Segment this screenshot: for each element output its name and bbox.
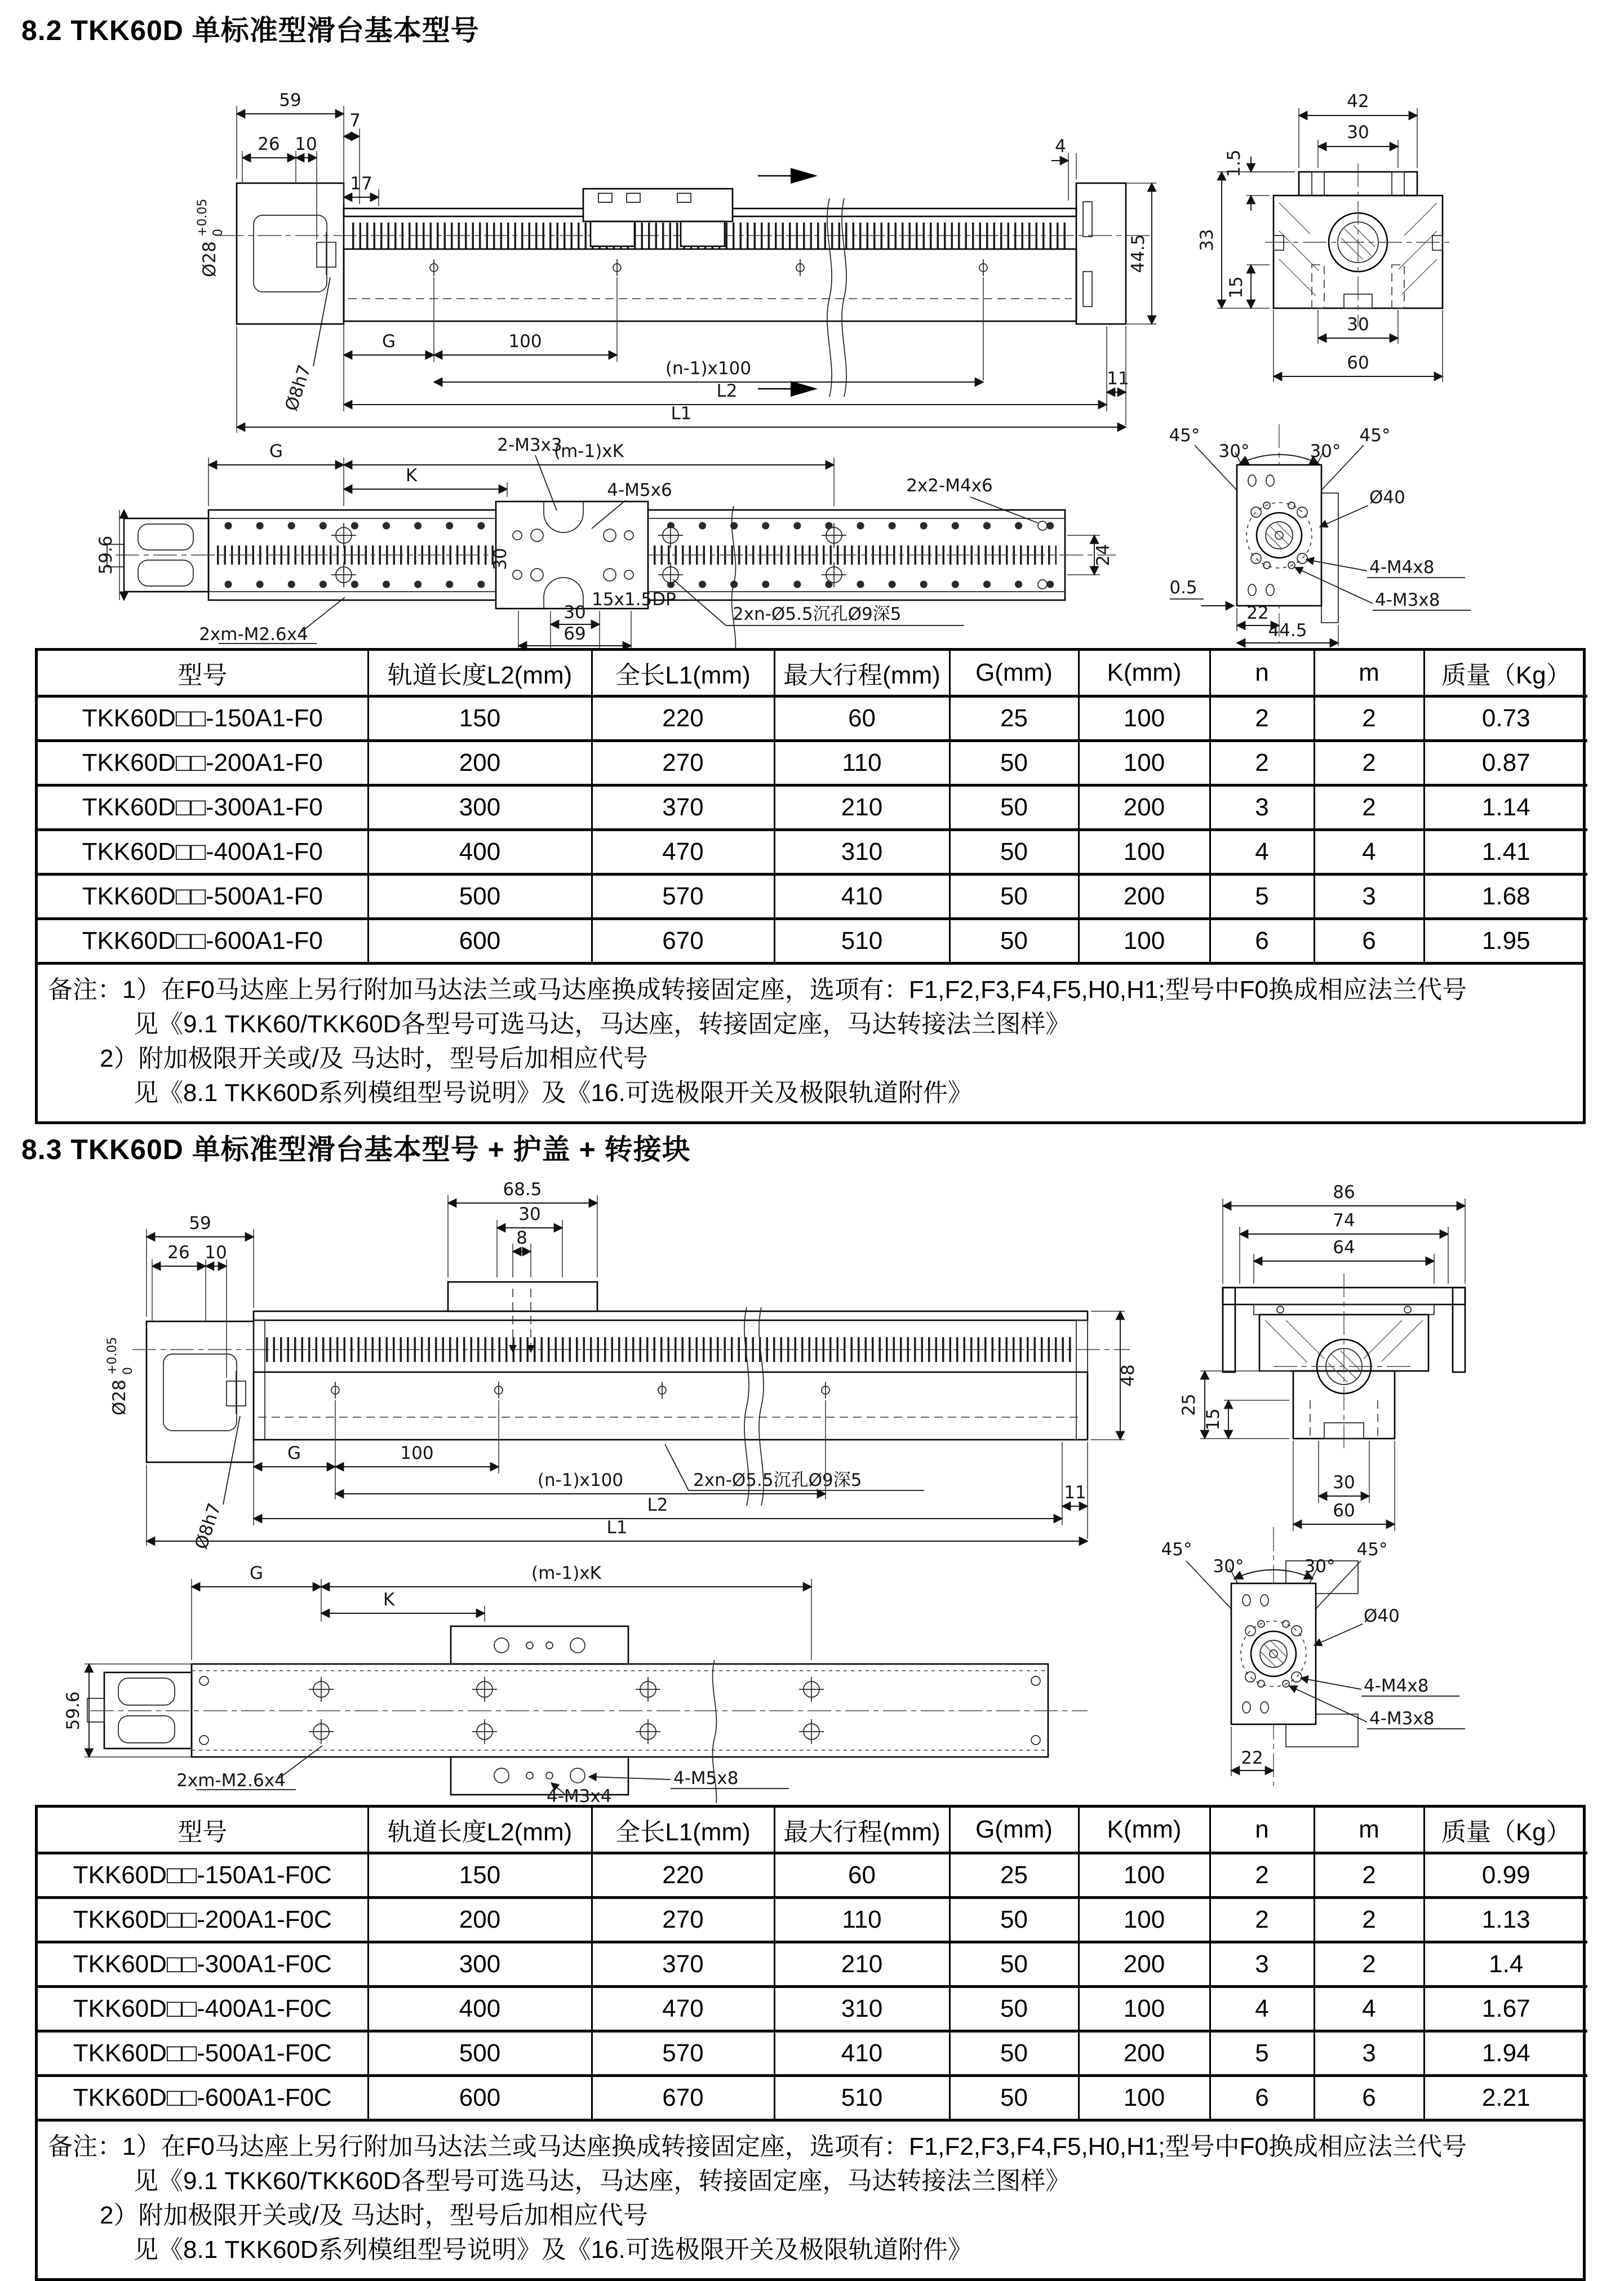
value-cell: 220 (592, 696, 774, 741)
dim-label: 11 (1107, 369, 1129, 389)
dim-label: (m-1)xK (531, 1563, 601, 1583)
thread-callout: 15x1.5DP (592, 589, 676, 610)
svg-text:Ø8h7: Ø8h7 (281, 362, 316, 414)
value-cell: 5 (1210, 2031, 1314, 2076)
dim-label: 74 (1333, 1210, 1355, 1231)
dim-label: 100 (400, 1443, 434, 1463)
dim-label: 15 (1226, 276, 1246, 299)
dim-label: 25 (1179, 1394, 1199, 1416)
dim-label: 33 (1197, 229, 1217, 251)
value-cell: 1.95 (1424, 919, 1587, 962)
dim-label: L2 (647, 1495, 668, 1515)
model-cell: TKK60D□□-200A1-F0 (38, 741, 368, 786)
dim-label: 59 (279, 90, 301, 110)
value-cell: 25 (949, 696, 1079, 741)
column-header: 质量（Kg） (1424, 651, 1587, 696)
value-cell: 50 (949, 786, 1079, 830)
side-view-drawing-8-2 (169, 73, 1161, 434)
model-cell: TKK60D□□-300A1-F0 (38, 786, 368, 830)
column-header: n (1210, 1808, 1314, 1853)
model-cell: TKK60D□□-400A1-F0C (38, 1987, 368, 2031)
note-line: 见《8.1 TKK60D系列模组型号说明》及《16.可选极限开关及极限轨道附件》 (134, 2236, 973, 2264)
thread-callout: 2xm-M2.6x4 (176, 1770, 286, 1791)
note-line: 见《8.1 TKK60D系列模组型号说明》及《16.可选极限开关及极限轨道附件》 (134, 1079, 973, 1107)
value-cell: 50 (949, 1898, 1079, 1942)
section-8-2-title: 8.2 TKK60D 单标准型滑台基本型号 (21, 15, 480, 46)
column-header: 质量（Kg） (1424, 1808, 1587, 1853)
dim-label: 48 (1118, 1364, 1138, 1387)
dim-label: 30 (1333, 1472, 1355, 1493)
dim-label: G (287, 1443, 301, 1463)
value-cell: 200 (368, 1898, 592, 1942)
value-cell: 570 (592, 2031, 774, 2076)
dim-label: L1 (606, 1517, 628, 1538)
value-cell: 0.99 (1424, 1853, 1587, 1898)
dim-label: 8 (516, 1228, 527, 1248)
dim-label: 11 (1064, 1483, 1086, 1503)
notes-8-2 (38, 962, 1583, 1121)
table-row (38, 875, 1587, 919)
value-cell: 300 (368, 786, 592, 830)
shaft-dia8-label (281, 362, 315, 414)
value-cell: 2.21 (1424, 2076, 1587, 2119)
model-cell: TKK60D□□-500A1-F0C (38, 2031, 368, 2076)
dim-label: L2 (716, 381, 738, 401)
dim-label: 60 (1347, 353, 1369, 373)
value-cell: 2 (1314, 741, 1424, 786)
column-header: 轨道长度L2(mm) (368, 1808, 592, 1853)
value-cell: 1.14 (1424, 786, 1587, 830)
value-cell: 220 (592, 1853, 774, 1898)
cross-section-geometry (1223, 1273, 1465, 1451)
column-header: 型号 (178, 1818, 228, 1846)
counterbore-callout: 2xn-Ø5.5沉孔Ø9深5 (733, 604, 902, 624)
column-header: K(mm) (1079, 651, 1210, 696)
dim-label: 30 (490, 548, 511, 570)
dim-label: 0.5 (1169, 578, 1197, 598)
dim-label: G (269, 441, 283, 461)
angle-label: 45° (1359, 425, 1391, 446)
thread-callout: 4-M4x8 (1369, 557, 1435, 578)
dim-label: Ø40 (1369, 487, 1405, 508)
angle-label: 45° (1161, 1539, 1192, 1560)
column-header: K(mm) (1079, 1808, 1210, 1853)
value-cell: 50 (949, 830, 1079, 875)
dim-label: 17 (350, 174, 372, 194)
table-header-row (38, 651, 1587, 696)
svg-text:Ø28: Ø28 (199, 241, 220, 277)
table-row (38, 919, 1587, 962)
value-cell: 2 (1314, 1942, 1424, 1987)
dim-label: 10 (205, 1242, 227, 1263)
dim-label: (n-1)x100 (665, 358, 752, 379)
model-cell: TKK60D□□-200A1-F0C (38, 1898, 368, 1942)
dim-label: K (383, 1590, 395, 1610)
value-cell: 100 (1079, 696, 1210, 741)
value-cell: 670 (592, 2076, 774, 2119)
thread-callout: 4-M4x8 (1364, 1676, 1429, 1696)
dim-label: 30 (518, 1204, 541, 1224)
value-cell: 510 (774, 919, 949, 962)
thread-callout: 2-M3x3 (497, 435, 562, 455)
table-row (38, 1898, 1587, 1942)
dim-label: 15 (1203, 1408, 1223, 1431)
value-cell: 310 (774, 830, 949, 875)
svg-text:+0.05: +0.05 (196, 198, 210, 237)
end-view-geometry (1265, 163, 1451, 327)
value-cell: 3 (1210, 1942, 1314, 1987)
value-cell: 150 (368, 696, 592, 741)
table-row (38, 1987, 1587, 2031)
counterbore-callout: 2xn-Ø5.5沉孔Ø9深5 (693, 1470, 862, 1490)
side-view-drawing-8-3 (79, 1181, 1161, 1575)
notes-8-3 (38, 2119, 1583, 2278)
model-cell: TKK60D□□-400A1-F0 (38, 830, 368, 875)
table-row (38, 1853, 1587, 1898)
plan-view-dimensions (63, 1563, 811, 1803)
column-header: 轨道长度L2(mm) (368, 651, 592, 696)
column-header: 型号 (178, 662, 228, 689)
angle-label: 45° (1169, 425, 1200, 446)
column-header: n (1210, 651, 1314, 696)
angle-label: 30° (1218, 441, 1250, 461)
value-cell: 100 (1079, 2076, 1210, 2119)
side-view-geometry (132, 1282, 1130, 1506)
angle-label: 30° (1304, 1556, 1335, 1577)
dim-label: (n-1)x100 (537, 1470, 624, 1490)
value-cell: 3 (1314, 2031, 1424, 2076)
value-cell: 6 (1314, 919, 1424, 962)
table-row (38, 2076, 1587, 2119)
model-cell: TKK60D□□-500A1-F0 (38, 875, 368, 919)
cross-section-drawing-8-3 (1138, 1181, 1612, 1541)
value-cell: 500 (368, 2031, 592, 2076)
value-cell: 1.41 (1424, 830, 1587, 875)
value-cell: 200 (1079, 2031, 1210, 2076)
dim-label: 44.5 (1268, 620, 1307, 641)
value-cell: 400 (368, 830, 592, 875)
value-cell: 4 (1314, 830, 1424, 875)
dim-label: 22 (1246, 603, 1269, 623)
value-cell: 4 (1314, 1987, 1424, 2031)
value-cell: 2 (1314, 786, 1424, 830)
value-cell: 2 (1210, 741, 1314, 786)
dim-label: G (381, 331, 396, 352)
value-cell: 270 (592, 1898, 774, 1942)
thread-callout: 4-M3x8 (1375, 590, 1440, 610)
value-cell: 25 (949, 1853, 1079, 1898)
dim-label: 42 (1347, 91, 1369, 112)
table-row (38, 741, 1587, 786)
value-cell: 470 (592, 1987, 774, 2031)
svg-text:0: 0 (211, 229, 225, 237)
dim-label: 26 (167, 1242, 190, 1263)
svg-text:Ø8h7: Ø8h7 (191, 1501, 225, 1552)
value-cell: 3 (1314, 875, 1424, 919)
value-cell: 50 (949, 1942, 1079, 1987)
dim-label: 22 (1241, 1748, 1263, 1768)
dim-label: 1.5 (1224, 149, 1244, 177)
value-cell: 410 (774, 875, 949, 919)
dim-label: 64 (1333, 1237, 1355, 1258)
dim-label: L1 (671, 403, 692, 424)
svg-text:+0.05: +0.05 (105, 1337, 119, 1375)
angle-label: 30° (1310, 441, 1341, 461)
spec-table-8-3 (35, 1805, 1586, 2281)
note-line: 见《9.1 TKK60/TKK60D各型号可选马达，马达座，转接固定座，马达转接法兰图样》 (134, 1010, 1071, 1038)
model-cell: TKK60D□□-150A1-F0 (38, 696, 368, 741)
end-view-drawing-8-2 (1195, 73, 1555, 423)
value-cell: 510 (774, 2076, 949, 2119)
value-cell: 200 (1079, 786, 1210, 830)
svg-text:0: 0 (121, 1367, 135, 1375)
value-cell: 100 (1079, 1853, 1210, 1898)
value-cell: 0.87 (1424, 741, 1587, 786)
angle-label: 45° (1356, 1539, 1388, 1560)
dim-label: 30 (563, 602, 586, 623)
value-cell: 200 (368, 741, 592, 786)
table-row (38, 830, 1587, 875)
model-cell: TKK60D□□-600A1-F0 (38, 919, 368, 962)
side-view-dimensions (105, 1181, 1138, 1552)
note-line: 2）附加极限开关或/及 马达时，型号后加相应代号 (100, 2202, 648, 2229)
table-row (38, 2031, 1587, 2076)
value-cell: 1.4 (1424, 1942, 1587, 1987)
value-cell: 310 (774, 1987, 949, 2031)
thread-callout: 4-M3x8 (1369, 1708, 1435, 1729)
value-cell: 210 (774, 1942, 949, 1987)
value-cell: 50 (949, 2076, 1079, 2119)
flange-detail-drawing-8-2 (1150, 420, 1589, 648)
shaft-diameter-label (196, 199, 225, 277)
dim-label: (m-1)xK (554, 441, 624, 461)
value-cell: 100 (1079, 1987, 1210, 2031)
value-cell: 410 (774, 2031, 949, 2076)
value-cell: 600 (368, 919, 592, 962)
dim-label: 24 (1093, 544, 1113, 566)
value-cell: 100 (1079, 830, 1210, 875)
value-cell: 2 (1210, 1853, 1314, 1898)
dim-label: 100 (508, 331, 542, 352)
column-header: m (1314, 1808, 1424, 1853)
value-cell: 6 (1314, 2076, 1424, 2119)
column-header: 全长L1(mm) (592, 1808, 774, 1853)
value-cell: 6 (1210, 919, 1314, 962)
value-cell: 210 (774, 786, 949, 830)
value-cell: 50 (949, 875, 1079, 919)
value-cell: 60 (774, 696, 949, 741)
column-header: G(mm) (949, 1808, 1079, 1853)
value-cell: 2 (1210, 1898, 1314, 1942)
thread-callout: 4-M5x6 (607, 480, 672, 500)
thread-callout: 2x2-M4x6 (906, 476, 993, 496)
value-cell: 1.13 (1424, 1898, 1587, 1942)
column-header: G(mm) (949, 651, 1079, 696)
dim-label: 59 (189, 1213, 211, 1233)
value-cell: 100 (1079, 919, 1210, 962)
dim-label: 69 (563, 624, 586, 644)
shaft-diameter-label (105, 1337, 135, 1415)
value-cell: 500 (368, 875, 592, 919)
shaft-dia8-label (191, 1501, 225, 1552)
dim-label: 86 (1333, 1182, 1355, 1202)
model-cell: TKK60D□□-300A1-F0C (38, 1942, 368, 1987)
dim-label: K (405, 465, 418, 486)
section-8-3-title: 8.3 TKK60D 单标准型滑台基本型号 + 护盖 + 转接块 (21, 1134, 691, 1165)
thread-callout: 4-M5x8 (673, 1768, 739, 1789)
dim-label: 30 (1347, 122, 1369, 143)
table-header-row (38, 1808, 1587, 1853)
value-cell: 670 (592, 919, 774, 962)
dim-label: 7 (349, 110, 361, 131)
value-cell: 2 (1314, 1853, 1424, 1898)
value-cell: 110 (774, 1898, 949, 1942)
value-cell: 300 (368, 1942, 592, 1987)
value-cell: 370 (592, 1942, 774, 1987)
value-cell: 4 (1210, 1987, 1314, 2031)
model-cell: TKK60D□□-150A1-F0C (38, 1853, 368, 1898)
value-cell: 2 (1314, 696, 1424, 741)
value-cell: 3 (1210, 786, 1314, 830)
value-cell: 5 (1210, 875, 1314, 919)
value-cell: 600 (368, 2076, 592, 2119)
table-row (38, 696, 1587, 741)
value-cell: 4 (1210, 830, 1314, 875)
angle-label: 30° (1213, 1556, 1244, 1577)
dim-label: 68.5 (503, 1181, 542, 1200)
table-row (38, 1942, 1587, 1987)
svg-text:Ø28: Ø28 (109, 1379, 130, 1415)
value-cell: 270 (592, 741, 774, 786)
model-cell: TKK60D□□-600A1-F0C (38, 2076, 368, 2119)
value-cell: 470 (592, 830, 774, 875)
note-line: 备注：1）在F0马达座上另行附加马达法兰或马达座换成转接固定座，选项有：F1,F2,F3,F4,F5,H0,H1;型号中F0换成相应法兰代号 (48, 976, 1467, 1004)
value-cell: 150 (368, 1853, 592, 1898)
plan-view-drawing-8-3 (56, 1560, 1161, 1803)
value-cell: 200 (1079, 1942, 1210, 1987)
note-line: 见《9.1 TKK60/TKK60D各型号可选马达，马达座，转接固定座，马达转接法兰图样》 (134, 2167, 1071, 2195)
value-cell: 370 (592, 786, 774, 830)
value-cell: 2 (1210, 696, 1314, 741)
dim-label: 59.6 (96, 535, 116, 575)
column-header: 最大行程(mm) (774, 651, 949, 696)
spec-table-8-2 (35, 648, 1586, 1124)
value-cell: 1.94 (1424, 2031, 1587, 2076)
flange-detail-drawing-8-3 (1138, 1521, 1589, 1798)
thread-callout: 4-M3x4 (547, 1786, 612, 1803)
thread-callout: 2xm-M2.6x4 (199, 624, 308, 645)
dim-label: Ø40 (1364, 1606, 1400, 1626)
column-header: 最大行程(mm) (774, 1808, 949, 1853)
value-cell: 50 (949, 2031, 1079, 2076)
note-line: 2）附加极限开关或/及 马达时，型号后加相应代号 (100, 1045, 648, 1072)
dim-label: 44.5 (1128, 234, 1148, 273)
value-cell: 100 (1079, 1898, 1210, 1942)
value-cell: 200 (1079, 875, 1210, 919)
side-view-dimensions (196, 90, 1156, 433)
dim-label: G (249, 1563, 264, 1583)
dim-label: 60 (1333, 1501, 1355, 1521)
dim-label: 59.6 (63, 1691, 83, 1730)
value-cell: 50 (949, 741, 1079, 786)
column-header: 全长L1(mm) (592, 651, 774, 696)
table-row (38, 786, 1587, 830)
value-cell: 100 (1079, 741, 1210, 786)
value-cell: 60 (774, 1853, 949, 1898)
value-cell: 6 (1210, 2076, 1314, 2119)
value-cell: 1.67 (1424, 1987, 1587, 2031)
dim-label: 30 (1347, 314, 1369, 335)
value-cell: 570 (592, 875, 774, 919)
value-cell: 50 (949, 1987, 1079, 2031)
column-header: m (1314, 651, 1424, 696)
value-cell: 2 (1314, 1898, 1424, 1942)
note-line: 备注：1）在F0马达座上另行附加马达法兰或马达座换成转接固定座，选项有：F1,F2,F3,F4,F5,H0,H1;型号中F0换成相应法兰代号 (48, 2133, 1467, 2160)
value-cell: 1.68 (1424, 875, 1587, 919)
value-cell: 50 (949, 919, 1079, 962)
value-cell: 0.73 (1424, 696, 1587, 741)
dim-label: 4 (1055, 136, 1066, 157)
value-cell: 400 (368, 1987, 592, 2031)
value-cell: 110 (774, 741, 949, 786)
plan-view-drawing-8-2 (85, 434, 1155, 651)
end-view-dimensions (1197, 91, 1443, 382)
dim-label: 26 (258, 134, 280, 154)
dim-label: 10 (295, 134, 317, 154)
